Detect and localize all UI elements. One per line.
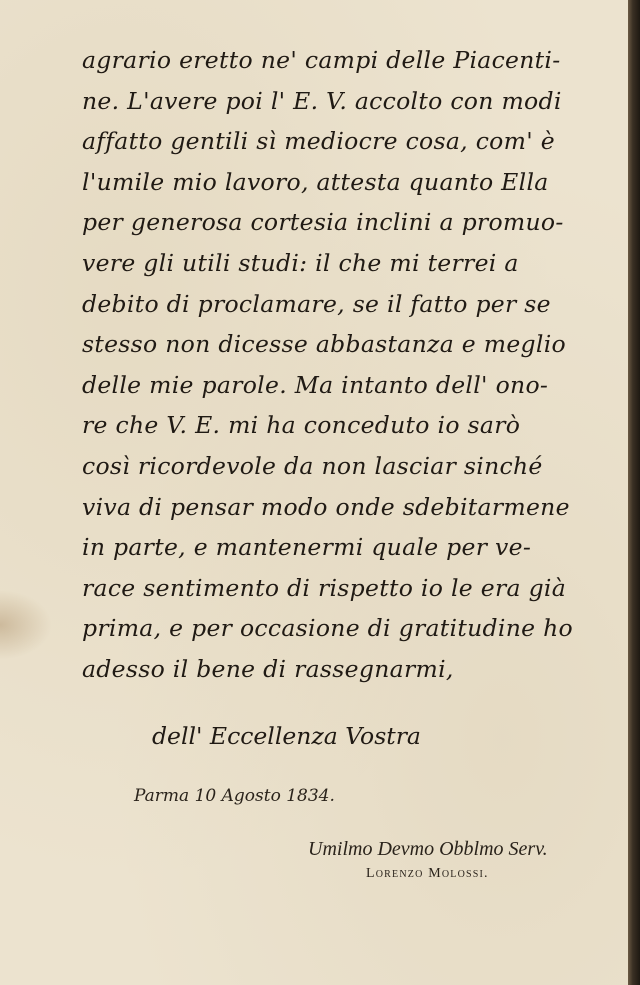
- dateline: Parma 10 Agosto 1834.: [134, 786, 335, 806]
- letter-line: debito di proclamare, se il fatto per se: [82, 289, 551, 318]
- letter-line: ne. L'avere poi l' E. V. accolto con modi: [82, 86, 562, 115]
- letter-line: prima, e per occasione di gratitudine ho: [82, 614, 573, 643]
- letter-line: adesso il bene di rassegnarmi,: [82, 654, 454, 683]
- letter-line: in parte, e mantenermi quale per ve-: [82, 533, 532, 562]
- letter-line: affatto gentili sì mediocre cosa, com' è: [82, 127, 555, 156]
- signature-formula: Umilmo Devmo Obblmo Serv.: [308, 838, 548, 860]
- paper-stain: [0, 590, 52, 660]
- letter-line: vere gli utili studi: il che mi terrei a: [82, 248, 519, 277]
- letter-line: re che V. E. mi ha conceduto io sarò: [82, 411, 521, 440]
- closing-salutation: dell' Eccellenza Vostra: [152, 722, 421, 750]
- letter-line: race sentimento di rispetto io le era già: [82, 573, 567, 602]
- signature-name: Lorenzo Molossi.: [366, 866, 489, 881]
- letter-line: per generosa cortesia inclini a promuo-: [82, 208, 564, 237]
- letter-line: delle mie parole. Ma intanto dell' ono-: [82, 370, 549, 399]
- letter-line: l'umile mio lavoro, attesta quanto Ella: [82, 167, 549, 196]
- letter-body: [82, 40, 582, 690]
- letter-line: stesso non dicesse abbastanza e meglio: [82, 330, 566, 359]
- letter-line: agrario eretto ne' campi delle Piacenti-: [82, 46, 561, 74]
- letter-line: così ricordevole da non lasciar sinché: [82, 451, 543, 480]
- book-binding-edge: [628, 0, 640, 985]
- letter-line: viva di pensar modo onde sdebitarmene: [82, 492, 570, 521]
